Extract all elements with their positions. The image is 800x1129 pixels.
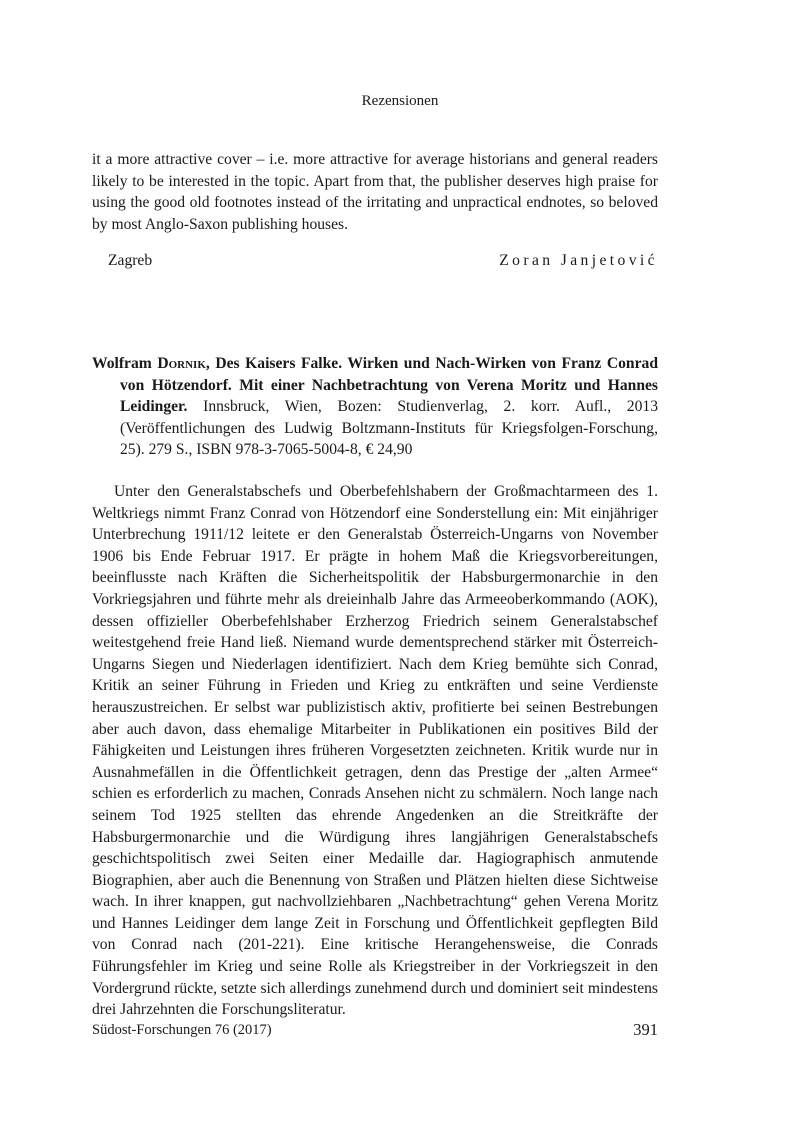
book-title: , Des Kaisers Falke. Wirken und Nach-Wirken von Franz Conrad von Hötzendorf. Mit einer Nachbetrachtung von Verena Moritz und Hannes Leidinger. (120, 355, 658, 416)
review-body-paragraph: Unter den Generalstabschefs und Oberbefehlshabern der Großmachtarmeen des 1. Weltkriegs nimmt Franz Conrad von Hötzendorf eine Sonderstellung ein: Mit einjähriger Unterbrechung 1911/12 leitete er den Generalstab Österreich-Ungarns von November 1906 bis Ende Februar 1917. Er prägte in hohem Maß die Kriegsvorbereitungen, beeinflusste nach Kräften die Sicherheitspolitik der Habsburgermonarchie in den Vorkriegsjahren und führte mehr als dreieinhalb Jahre das Armeeoberkommando (AOK), dessen offizieller Oberbefehlshaber Erzherzog Friedrich seinem Generalstabschef weitestgehend freie Hand ließ. Niemand wurde dementsprechend stärker mit Österreich-Ungarns Siegen und Niederlagen identifiziert. Nach dem Krieg bemühte sich Conrad, Kritik an seiner Führung in Frieden und Krieg zu entkräften und seine Verdienste herauszustreichen. Er selbst war publizistisch aktiv, profitierte bei seinen Bestrebungen aber auch davon, dass ehemalige Mitarbeiter in Publikationen ein positives Bild der Fähigkeiten und Leistungen ihres früheren Vorgesetzten zeichneten. Kritik wurde nur in Ausnahmefällen in die Öffentlichkeit getragen, denn das Prestige der „alten Armee“ schien es erforderlich zu machen, Conrads Ansehen nicht zu schmälern. Noch lange nach seinem Tod 1925 stellten das ehrende Angedenken an die Streitkräfte der Habsburgermonarchie und die Würdigung ihres langjährigen Generalstabschefs geschichtspolitisch zwei Seiten einer Medaille dar. Hagiographisch anmutende Biographien, aber auch die Benennung von Straßen und Plätzen hielten diese Sichtweise wach. In ihrer knappen, gut nachvollziehbaren „Nachbetrachtung“ gehen Verena Moritz und Hannes Leidinger dem lange Zeit in Forschung und Öffentlichkeit gepflegten Bild von Conrad nach (201-221). Eine kritische Herangehensweise, die Conrads Führungsfehler im Krieg und seine Rolle als Kriegstreiber in der Vorkriegszeit in den Vordergrund rückte, setzte sich allerdings zunehmend durch und dominiert seit mindestens drei Jahrzehnten die Forschungsliteratur. (92, 483, 658, 1019)
signoff-place: Zagreb (108, 252, 153, 269)
running-head: Rezensionen (361, 93, 439, 109)
journal-citation: Südost-Forschungen 76 (2017) (92, 1022, 272, 1038)
reviewer-name: Zoran Janjetović (499, 252, 658, 269)
bibliographic-entry (92, 353, 658, 461)
book-author-last-name: Dornik (157, 355, 206, 372)
previous-review-continuation: it a more attractive cover – i.e. more attractive for average historians and general readers likely to be interested in the topic. Apart from that, the publisher deserves high praise for using the good old footnotes instead of the irritating and unpractical endnotes, so beloved by most Anglo-Saxon publishing houses. (92, 151, 658, 233)
book-author-first-name: Wolfram (92, 355, 152, 372)
page-number: 391 (633, 1020, 658, 1039)
publication-details: Innsbruck, Wien, Bozen: Studienverlag, 2. korr. Aufl., 2013 (Veröffentlichungen des Ludwig Boltzmann-Instituts für Kriegsfolgen-Forschung, 25). 279 S., ISBN 978-3-7065-5004-8, € 24,90 (120, 398, 658, 459)
